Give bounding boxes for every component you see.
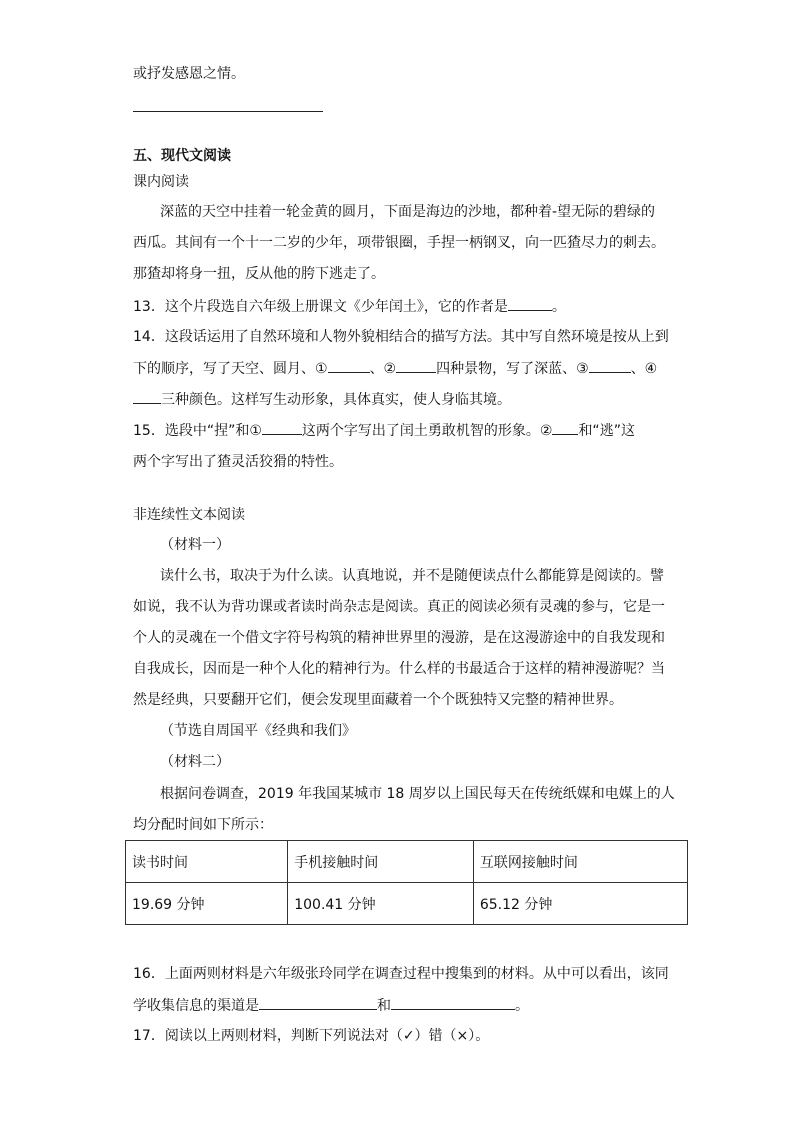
subsection-title: 非连续性文本阅读 xyxy=(133,507,245,523)
passage-line: 如说，我不认为背功课或者读时尚杂志是阅读。真正的阅读必须有灵魂的参与，它是一 xyxy=(133,599,665,615)
question-text: 、④ xyxy=(630,361,658,377)
question-text: 和“逃”这 xyxy=(578,423,635,439)
answer-blank[interactable] xyxy=(589,358,631,373)
question-15-line2: 两个字写出了猹灵活狡猾的特性。 xyxy=(133,454,343,470)
passage-line: 个人的灵魂在一个借文字符号构筑的精神世界里的漫游，是在这漫游途中的自我发现和 xyxy=(133,630,665,646)
passage-line: 根据问卷调查，2019 年我国某城市 18 周岁以上国民每天在传统纸媒和电媒上的人 xyxy=(160,786,675,802)
question-16-line2 xyxy=(133,995,529,1016)
question-text: 下的顺序，写了天空、圆月、① xyxy=(133,361,328,377)
section-title: 五、现代文阅读 xyxy=(133,148,231,164)
question-text: 。 xyxy=(515,998,529,1014)
table-header-cell: 手机接触时间 xyxy=(288,841,474,883)
question-14-line3 xyxy=(133,389,511,410)
source-note: （节选自周国平《经典和我们》 xyxy=(160,723,356,739)
passage-line: 然是经典，只要翻开它们，便会发现里面藏着一个个既独特又完整的精神世界。 xyxy=(133,692,623,708)
answer-blank[interactable] xyxy=(396,358,436,373)
question-16: 16．上面两则材料是六年级张玲同学在调查过程中搜集到的材料。从中可以看出，该同 xyxy=(133,966,669,982)
table-header-row xyxy=(126,841,688,883)
question-14: 14．这段话运用了自然环境和人物外貌相结合的描写方法。其中写自然环境是按从上到 xyxy=(133,329,669,345)
time-table xyxy=(125,840,688,925)
passage-line: 均分配时间如下所示： xyxy=(133,817,273,833)
answer-line xyxy=(133,111,323,112)
passage-line: 自我成长，因而是一种个人化的精神行为。什么样的书最适合于这样的精神漫游呢？当 xyxy=(133,661,665,677)
passage-line: 读什么书，取决于为什么读。认真地说，并不是随便读点什么都能算是阅读的。譬 xyxy=(160,568,664,584)
passage-line: 那猹却将身一扭，反从他的胯下逃走了。 xyxy=(133,266,385,282)
answer-blank[interactable] xyxy=(262,420,302,435)
question-text: 三种颜色。这样写生动形象，具体真实，使人身临其境。 xyxy=(161,392,511,408)
answer-blank[interactable] xyxy=(328,358,370,373)
question-text: 、② xyxy=(369,361,397,377)
question-text: 15．选段中“捏”和① xyxy=(133,423,262,439)
question-text: 这两个字写出了闰土勇敢机智的形象。② xyxy=(301,423,553,439)
table-header-cell: 读书时间 xyxy=(126,841,288,883)
question-13 xyxy=(133,296,566,317)
answer-blank[interactable] xyxy=(391,995,515,1010)
text-line: 或抒发感恩之情。 xyxy=(133,66,245,82)
question-text: 。 xyxy=(551,299,566,315)
table-header-cell: 互联网接触时间 xyxy=(473,841,687,883)
answer-blank[interactable] xyxy=(133,389,161,404)
passage-line: 深蓝的天空中挂着一轮金黄的圆月，下面是海边的沙地，都种着-望无际的碧绿的 xyxy=(160,204,656,220)
answer-blank[interactable] xyxy=(259,995,377,1010)
question-15 xyxy=(133,420,635,441)
table-cell: 19.69 分钟 xyxy=(126,883,288,925)
question-text: 13．这个片段选自六年级上册课文《少年闰土》，它的作者是 xyxy=(133,299,508,315)
question-17: 17．阅读以上两则材料，判断下列说法对（✓）错（×）。 xyxy=(133,1028,490,1044)
table-row xyxy=(126,883,688,925)
answer-blank[interactable] xyxy=(508,296,552,311)
subsection-title: 课内阅读 xyxy=(133,174,189,190)
question-14-line2 xyxy=(133,358,657,379)
question-text: 学收集信息的渠道是 xyxy=(133,998,259,1014)
material-label: （材料一） xyxy=(160,537,230,553)
table-cell: 65.12 分钟 xyxy=(473,883,687,925)
answer-blank[interactable] xyxy=(552,420,578,435)
table-cell: 100.41 分钟 xyxy=(288,883,474,925)
question-text: 四种景物，写了深蓝、③ xyxy=(436,361,589,377)
question-text: 和 xyxy=(377,998,391,1014)
passage-line: 西瓜。其间有一个十一二岁的少年，项带银圈，手捏一柄钢叉，向一匹猹尽力的刺去。 xyxy=(133,235,665,251)
material-label: （材料二） xyxy=(160,754,230,770)
